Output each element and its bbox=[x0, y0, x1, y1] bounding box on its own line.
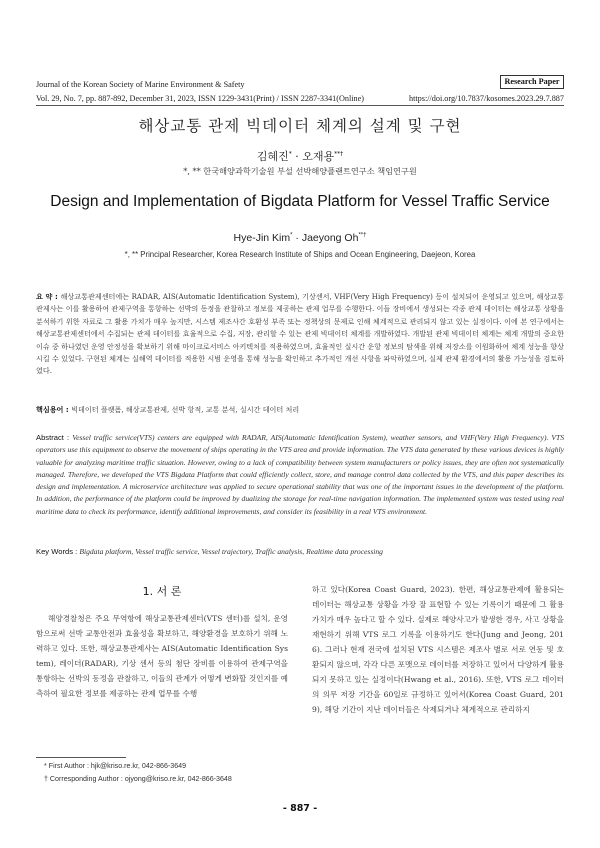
keywords-korean bbox=[36, 405, 564, 415]
author-1-ko: 김혜진 bbox=[256, 150, 289, 163]
author-separator-en: · bbox=[292, 232, 302, 244]
abstract-english bbox=[36, 432, 564, 518]
author-2-en-mark: **† bbox=[358, 232, 367, 239]
keywords-korean-text: 빅데이터 플랫폼, 해상교통관제, 선박 항적, 교통 분석, 실시간 데이터 처리 bbox=[71, 405, 300, 414]
authors-korean bbox=[0, 148, 600, 164]
footnote-rule bbox=[36, 757, 126, 758]
title-korean: 해상교통 관제 빅데이터 체계의 설계 및 구현 bbox=[138, 117, 462, 135]
article-type-badge: Research Paper bbox=[500, 75, 564, 89]
keywords-english-label: Key Words : bbox=[36, 547, 80, 556]
journal-name: Journal of the Korean Society of Marine Environment & Safety bbox=[36, 80, 245, 89]
author-1-en-mark: * bbox=[290, 232, 293, 239]
body-column-left: 해양경찰청은 주요 무역항에 해상교통관제센터(VTS 센터)를 설치, 운영함으로써 선박 교통안전과 효율성을 확보하고, 해양환경을 보호하기 위해 노력하고 있다. 또한, 해상교통관제사는 AIS(Automatic Identification System), 레이더(RADAR), 기상 센서 등의 첨단 장비를 이용하여 관제구역을 통항하는 선박의 동정을 관찰하고, 이들의 관계가 어떻게 변화할 것인지를 예측하여 필요한 정보를 제공하는 관제 업무를 수행 bbox=[36, 614, 288, 698]
keywords-korean-label: 핵심용어 : bbox=[36, 405, 72, 414]
author-1-en: Hye-Jin Kim bbox=[233, 232, 291, 244]
body-column-right: 하고 있다(Korea Coast Guard, 2023). 한편, 해상교통관제에 활용되는 데이터는 해상교통 상황을 가장 잘 표현할 수 있는 기록이기 때문에 그 활용 가치가 매우 높다고 할 수 있다. 실제로 해양사고가 발생한 경우, 사고 상황을 재현하기 위해 VTS 로그 기록을 이용하기도 한다(Jung and Jeong, 2016). 그러나 현재 전국에 설치된 VTS 시스템은 제조사 별로 서로 연동 및 호환되지 않으며, 각각 다른 포맷으로 데이터를 저장하고 있어서 다양하게 활용되지 못하고 있는 실정이다(Hwang et al., 2016). 또한, VTS 로그 데이터의 의무 저장 기간을 60일로 규정하고 있어서(Korea Coast Guard, 2019), 해당 기간이 지난 데이터들은 삭제되거나 체계적으로 관리하지 bbox=[312, 585, 564, 714]
author-2-ko-mark: **† bbox=[334, 150, 344, 158]
author-2-en: Jaeyong Oh bbox=[301, 232, 359, 244]
abstract-korean bbox=[36, 291, 564, 378]
keywords-english bbox=[36, 547, 564, 556]
page-number: - 887 - bbox=[282, 803, 318, 814]
abstract-korean-text: 해상교통관제센터에는 RADAR, AIS(Automatic Identification System), 기상센서, VHF(Very High Frequency) 등이 설치되어 운영되고 있으며, 해상교통관제사는 이를 활용하여 관제구역을 통항하는 선박의 동정을 관찰하고 정보를 제공하는 관제 업무를 수행한다. 이들 장비에서 생성되는 각종 관제 데이터는 해상교통 상황을 분석하기 위한 자료로 그 활용 가치가 매우 높지만, 시스템 제조사간 호환성 부족 또는 정책상의 문제로 인해 체계적으로 관리되지 않고 있는 실정이다. 이에 본 연구에서는 해상교통관제센터에서 수집되는 관제 데이터를 효율적으로 수집, 저장, 관리할 수 있는 관제 빅데이터 체계를 개발하였다. 개발된 관제 빅데이터 체계는 체계 개발의 중요한 이슈 중 하나였던 운영 안정성을 확보하기 위해 마이크로서비스 아키텍처를 적용하였으며, 효율적인 실시간 운항 정보의 탐색을 위해 저장소를 이원화하여 체계 성능을 향상시킬 수 있었다. 구현된 체계는 실해역 데이터를 적용한 시범 운영을 통해 성능을 확인하고 추가적인 개선 사항을 파악하였으며, 실제 관제 환경에서의 활용 가능성을 검토하였다. bbox=[36, 292, 564, 376]
footnote-corresponding-author: † Corresponding Author : ojyong@kriso.re.kr, 042-866-3648 bbox=[44, 775, 232, 783]
abstract-english-text: Vessel traffic service(VTS) centers are equipped with RADAR, AIS(Automatic Identification System), weather sensors, and VHF(Very High Frequency). VTS operators use this equipment to observe the movement of ships operating in the VTS area and provide information. The VTS data generated by these various devices is highly valuable for analyzing maritime traffic situation. However, owing to a lack of compatibility between system manufacturers or policy issues, they are often not systematically managed. Therefore, we developed the VTS Bigdata Platform that could efficiently collect, store, and manage control data collected by the VTS, and this paper describes its design and implementation. A microservice architecture was applied to secure operational stability that was one of the important issues in the development of the platform. In addition, the performance of the platform could be improved by dualizing the storage for real-time navigation information. The implemented system was tested using real maritime data to check its performance, identify additional improvements, and consider its feasibility in a real VTS environment. bbox=[36, 433, 565, 516]
author-separator-ko: · bbox=[291, 150, 303, 163]
footnote-first-author: * First Author : hjk@kriso.re.kr, 042-866-3649 bbox=[44, 762, 187, 770]
header-rule bbox=[36, 105, 564, 106]
keywords-english-text: Bigdata platform, Vessel traffic service, Vessel trajectory, Traffic analysis, Realtime data processing bbox=[79, 547, 383, 556]
citation-line: Vol. 29, No. 7, pp. 887-892, December 31, 2023, ISSN 1229-3431(Print) / ISSN 2287-3341(Online) bbox=[36, 94, 365, 103]
section-heading: 1. 서 론 bbox=[142, 585, 182, 598]
affiliation-english: *, ** Principal Researcher, Korea Research Institute of Ships and Ocean Engineering, Daejeon, Korea bbox=[124, 250, 476, 259]
author-1-ko-mark: * bbox=[288, 150, 292, 158]
doi-link[interactable]: https://doi.org/10.7837/kosomes.2023.29.7.887 bbox=[409, 94, 564, 103]
author-2-ko: 오재용 bbox=[302, 150, 335, 163]
title-english: Design and Implementation of Bigdata Platform for Vessel Traffic Service bbox=[50, 193, 550, 210]
affiliation-korean: *, ** 한국해양과학기술원 부설 선박해양플랜트연구소 책임연구원 bbox=[183, 166, 417, 176]
abstract-korean-label: 요 약 : bbox=[36, 292, 61, 301]
authors-english bbox=[0, 232, 600, 244]
abstract-english-label: Abstract : bbox=[36, 433, 73, 442]
